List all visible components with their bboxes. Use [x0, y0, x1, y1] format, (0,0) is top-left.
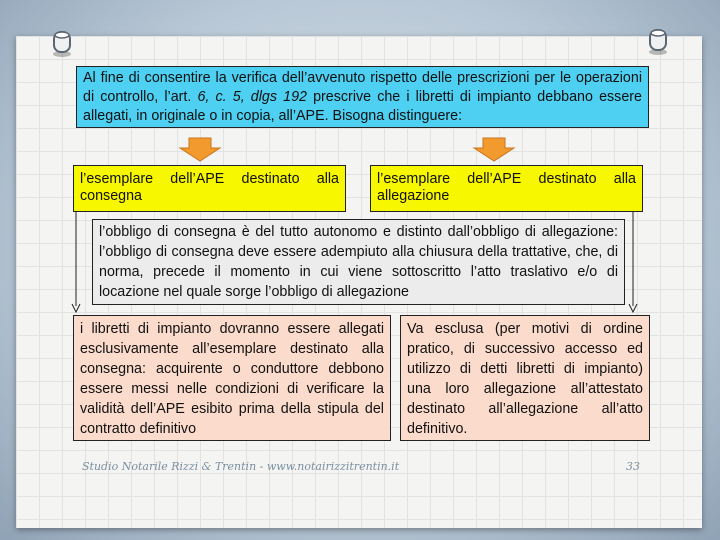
footer-text: Studio Notarile Rizzi & Trentin - www.notairizzitrentin.it [82, 460, 400, 473]
intro-citation: 6, c. 5, dlgs 192 [197, 89, 307, 105]
right-connector-arrow [629, 212, 637, 312]
slide-number: 33 [626, 460, 640, 473]
right-heading-box [370, 165, 643, 212]
right-detail-box [400, 315, 650, 441]
left-connector-arrow [72, 212, 80, 312]
right-detail: Va esclusa (per motivi di ordine pratico, di successivo accesso ed utilizzo di detti libretti di impianto) una loro allegazione all’attestato destinato all’allegazione all’atto definitivo. [407, 321, 643, 437]
middle-note-box [92, 219, 625, 305]
right-heading: l’esemplare dell’APE destinato alla allegazione [377, 171, 636, 204]
left-detail-box [73, 315, 391, 441]
middle-note: l’obbligo di consegna è del tutto autonomo e distinto dall’obbligo di allegazione: l’obbligo di consegna deve essere adempiuto alla chiusura della trattative, che, di norma, precede il momento in cui viene sottoscritto l’atto traslativo e/o di locazione nel quale sorge l’obbligo di allegazione [99, 224, 618, 300]
intro-text-after: prescrive che i libretti di impianto debbano essere allegati, in originale o in copia, all’APE. Bisogna distinguere: [83, 89, 642, 124]
intro-box [76, 66, 649, 128]
left-detail: i libretti di impianto dovranno essere allegati esclusivamente all’esemplare destinato alla consegna: acquirente o conduttore debbono essere messi nelle condizioni di verificare la validità dell’APE esibito prima della stipula del contratto definitivo [80, 321, 384, 437]
left-heading: l’esemplare dell’APE destinato alla consegna [80, 171, 339, 204]
down-arrow-icon [474, 138, 514, 161]
down-arrow-icon [180, 138, 220, 161]
intro-text-before: Al fine di consentire la verifica dell’avvenuto rispetto delle prescrizioni per le operazioni di controllo, l’art. [83, 70, 642, 105]
left-heading-box [73, 165, 346, 212]
